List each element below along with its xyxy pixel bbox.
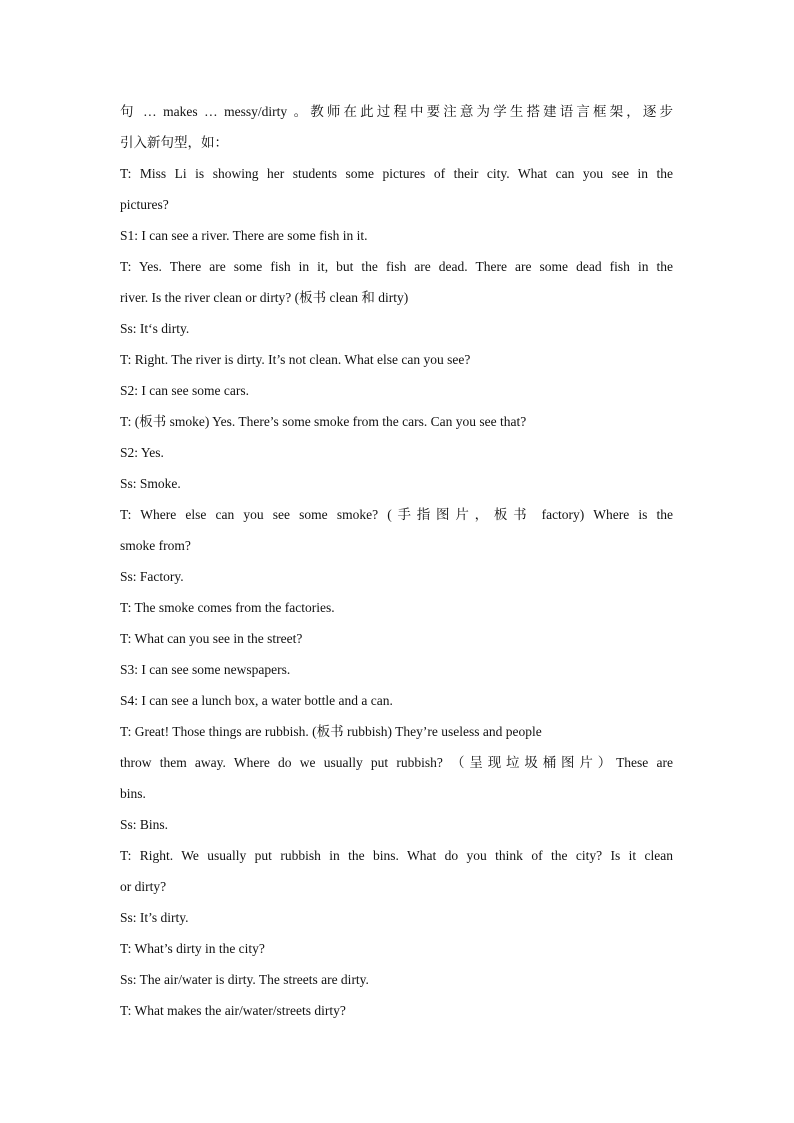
text-line: T: What makes the air/water/streets dirty?	[120, 1003, 346, 1018]
text-line: Ss: Bins.	[120, 817, 169, 832]
text-line: pictures?	[120, 197, 169, 212]
text-line: T: The smoke comes from the factories.	[120, 600, 335, 615]
text-line: Ss: It’s dirty.	[120, 910, 189, 925]
text-line: bins.	[120, 786, 146, 801]
text-line: T: Right. We usually put rubbish in the bins. What do you think of the city? Is it clean	[120, 848, 673, 863]
text-line: smoke from?	[120, 538, 191, 553]
text-line: S2: Yes.	[120, 445, 164, 460]
text-line: throw them away. Where do we usually put rubbish? （呈现垃圾桶图片）These are	[120, 755, 673, 770]
text-line: S2: I can see some cars.	[120, 383, 249, 398]
text-line: S1: I can see a river. There are some fish in it.	[120, 228, 368, 243]
text-line: S4: I can see a lunch box, a water bottle and a can.	[120, 693, 393, 708]
text-line: Ss: The air/water is dirty. The streets are dirty.	[120, 972, 369, 987]
text-line: T: Where else can you see some smoke? (手指图片，板书 factory) Where is the	[120, 507, 673, 522]
text-line: 句 … makes … messy/dirty 。教师在此过程中要注意为学生搭建语言框架，逐步	[120, 104, 673, 119]
text-line: S3: I can see some newspapers.	[120, 662, 291, 677]
text-line: T: (板书 smoke) Yes. There’s some smoke from the cars. Can you see that?	[120, 414, 527, 429]
text-line: river. Is the river clean or dirty? (板书 clean 和 dirty)	[120, 290, 409, 305]
text-line: T: Right. The river is dirty. It’s not clean. What else can you see?	[120, 352, 471, 367]
text-line: Ss: Factory.	[120, 569, 184, 584]
document-body	[120, 96, 673, 1026]
text-line: T: Yes. There are some fish in it, but the fish are dead. There are some dead fish in the	[120, 259, 673, 274]
text-line: T: Miss Li is showing her students some pictures of their city. What can you see in the	[120, 166, 673, 181]
text-line: 引入新句型，如：	[120, 135, 228, 150]
text-line: Ss: Smoke.	[120, 476, 181, 491]
text-line: Ss: It‘s dirty.	[120, 321, 190, 336]
text-line: T: What’s dirty in the city?	[120, 941, 265, 956]
text-line: T: What can you see in the street?	[120, 631, 303, 646]
text-line: T: Great! Those things are rubbish. (板书 rubbish) They’re useless and people	[120, 724, 542, 739]
text-line: or dirty?	[120, 879, 167, 894]
